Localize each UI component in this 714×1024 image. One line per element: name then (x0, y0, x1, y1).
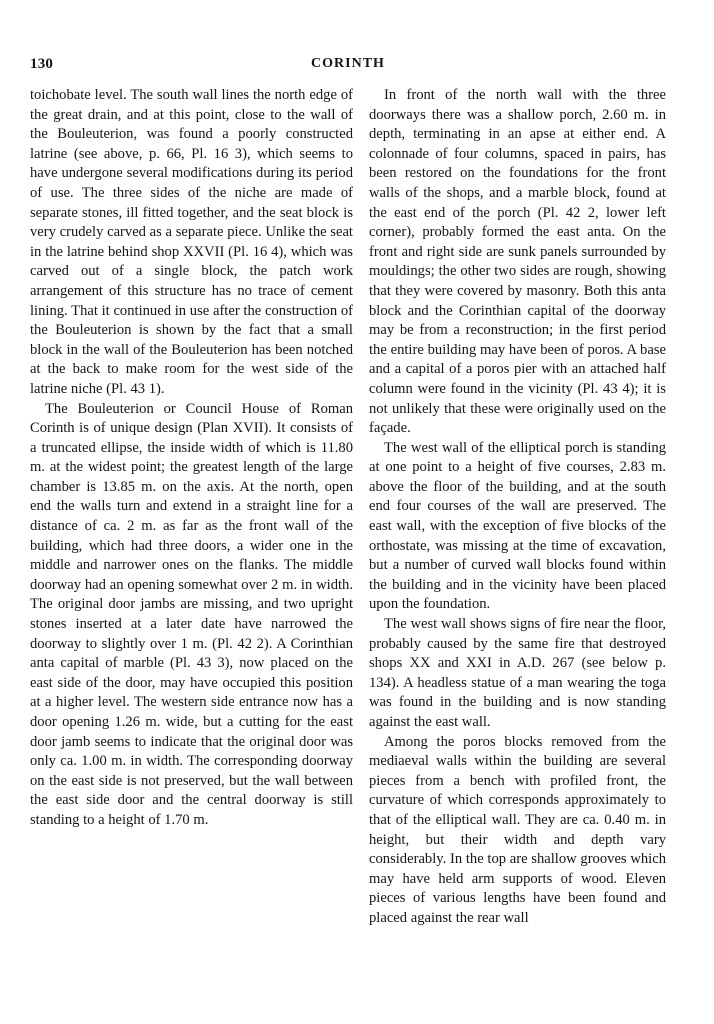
page-number: 130 (30, 56, 54, 72)
left-column (30, 86, 353, 831)
paragraph: The west wall shows signs of fire near the floor, probably caused by the same fire that destroyed shops XX and XXI in A.D. 267 (see below p. 134). A headless statue of a man wearing the toga was found in the building and is now standing against the east wall. (369, 616, 666, 730)
running-title: CORINTH (311, 56, 385, 71)
paragraph: The Bouleuterion or Council House of Roman Corinth is of unique design (Plan XVII). It consists of a truncated ellipse, the inside width of which is 11.80 m. at the widest point; the greatest length of the large chamber is 13.85 m. on the axis. At the north, open end the walls turn and extend in a straight line for a distance of ca. 2 m. as far as the front wall of the building, which had three doors, a wider one in the middle and narrower ones on the flanks. The middle doorway had an opening somewhat over 2 m. in width. The original door jambs are missing, and two upright stones inserted at a later date have narrowed the doorway to slightly over 1 m. (Pl. 42 2). A Corinthian anta capital of marble (Pl. 43 3), now placed on the east side of the door, may have occupied this position at a higher level. The western side entrance now has a door opening 1.26 m. wide, but a cutting for the east door jamb seems to indicate that the original door was only ca. 1.00 m. in width. The corresponding doorway on the east side is not preserved, but the wall between the east side door and the central doorway is still standing to a height of 1.70 m. (30, 400, 353, 828)
paragraph: toichobate level. The south wall lines the north edge of the great drain, and at this point, close to the wall of the Bouleuterion, was found a poorly constructed latrine (see above, p. 66, Pl. 16 3), which seems to have undergone several modifications during its period of use. The three sides of the niche are made of separate stones, ill fitted together, and the seat block is very crudely carved as a separate piece. Unlike the seat in the latrine behind shop XXVII (Pl. 16 4), which was carved out of a single block, the patch work arrangement of this structure has no trace of cement lining. That it continued in use after the construction of the Bouleuterion is shown by the fact that a small block in the wall of the Bouleuterion has been notched at the back to make room for the west side of the latrine niche (Pl. 43 1). (30, 87, 353, 397)
right-column (369, 86, 666, 929)
paragraph: Among the poros blocks removed from the mediaeval walls within the building are several pieces from a bench with profiled front, the curvature of which corresponds approximately to that of the elliptical wall. They are ca. 0.40 m. in height, but their width and depth vary considerably. In the top are shallow grooves which may have held arm supports of wood. Eleven pieces of various lengths have been found and placed against the rear wall (369, 733, 666, 926)
paragraph: In front of the north wall with the three doorways there was a shallow porch, 2.60 m. in depth, terminating in an apse at either end. A colonnade of four columns, spaced in pairs, has been restored on the foundations for the front walls of the shops, and a marble block, found at the east end of the porch (Pl. 42 2, lower left corner), probably formed the east anta. On the front and right side are sunk panels surrounded by mouldings; the other two sides are rough, showing that they were covered by masonry. Both this anta block and the Corinthian capital of the doorway may be from a reconstruction; in the first period the entire building may have been of poros. A base and a capital of a poros pier with an attached half column were found in the vicinity (Pl. 43 4); it is not unlikely that these were originally used on the façade. (369, 87, 666, 437)
paragraph: The west wall of the elliptical porch is standing at one point to a height of five courses, 2.83 m. above the floor of the building, and at the south end four courses of the wall are preserved. The east wall, with the exception of five blocks of the orthostate, was missing at the time of excavation, but a number of curved wall blocks found within the building and in the vicinity have been placed upon the foundation. (369, 439, 666, 613)
page-header (30, 56, 666, 80)
